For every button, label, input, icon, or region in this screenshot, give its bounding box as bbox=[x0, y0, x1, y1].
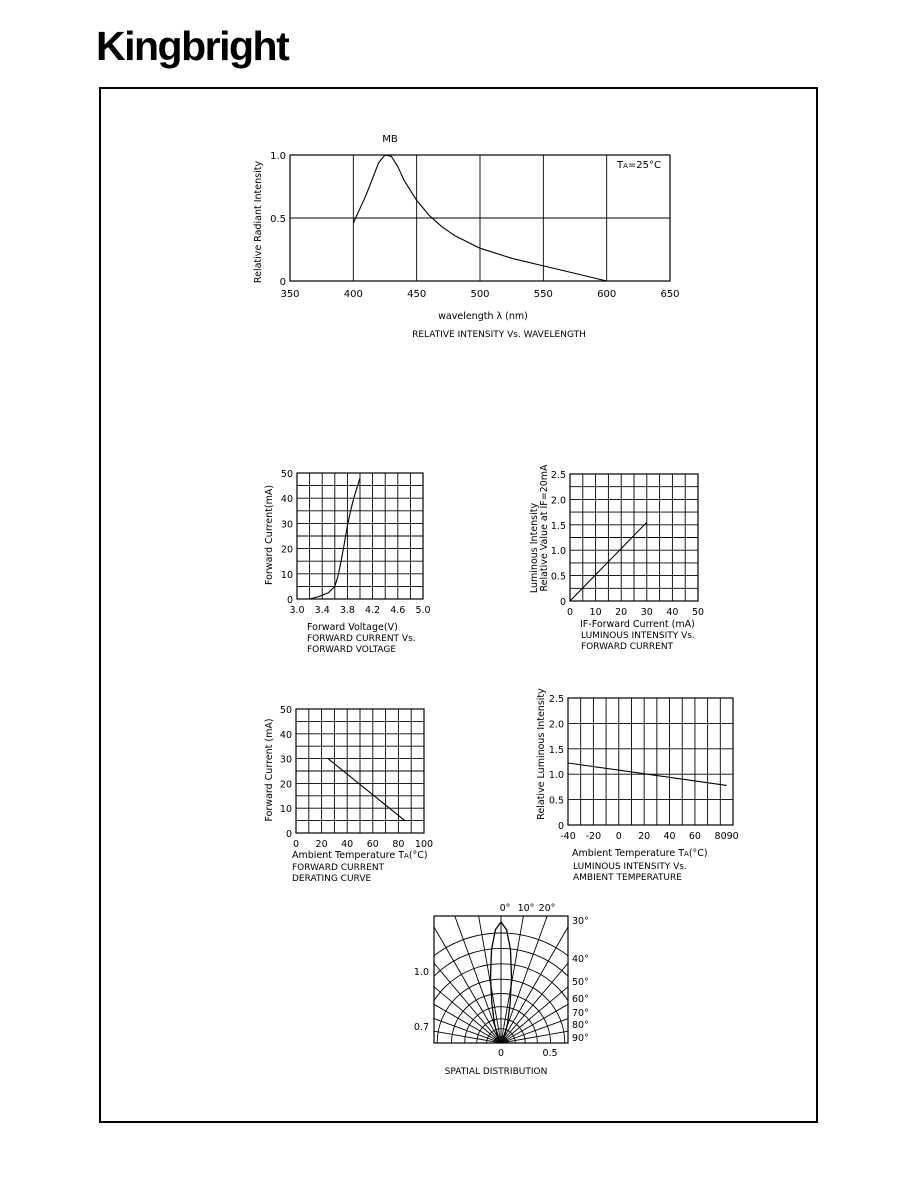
iv-xtick-label: 3.4 bbox=[314, 605, 330, 616]
derating-xtick-label: 80 bbox=[392, 839, 405, 850]
spatial-radial bbox=[310, 933, 501, 1043]
li-xtick-label: 10 bbox=[589, 607, 602, 618]
iv-ytick-label: 0 bbox=[286, 595, 293, 606]
iv-xtick-label: 3.0 bbox=[289, 605, 305, 616]
iv-title-line1: FORWARD CURRENT Vs. bbox=[307, 634, 416, 644]
spectrum-xtick-label: 500 bbox=[470, 289, 490, 300]
li-ytick-label: 2.5 bbox=[550, 470, 566, 481]
iv-xtick-label: 4.2 bbox=[365, 605, 381, 616]
li-ylabel-line1: Luminous Intensity bbox=[529, 502, 540, 594]
li-xtick-label: 30 bbox=[640, 607, 653, 618]
lt-xtick-label: 40 bbox=[663, 831, 676, 842]
li-xtick-label: 20 bbox=[615, 607, 628, 618]
spatial-angle-label: 50° bbox=[572, 977, 589, 988]
derating-xtick-label: 60 bbox=[366, 839, 379, 850]
lt-xtick-label: 20 bbox=[638, 831, 651, 842]
spatial-radius-label: 1.0 bbox=[413, 967, 429, 978]
derating-xtick-label: 20 bbox=[315, 839, 328, 850]
derating-ytick-label: 50 bbox=[279, 705, 292, 716]
iv-xtick-label: 3.8 bbox=[339, 605, 355, 616]
spatial-radial bbox=[360, 874, 501, 1043]
iv-ytick-label: 30 bbox=[280, 519, 293, 531]
spatial-angle-label: 10° bbox=[517, 903, 535, 914]
derating-title-line1: FORWARD CURRENT bbox=[292, 863, 385, 873]
derating-xtick-label: 100 bbox=[414, 839, 434, 850]
spectrum-ylabel: Relative Radiant Intensity bbox=[253, 160, 264, 284]
lt-ytick-label: 1.5 bbox=[548, 744, 564, 756]
spatial-radius-label: 0.7 bbox=[413, 1022, 429, 1033]
lt-xtick-label: -40 bbox=[560, 831, 576, 842]
li-xlabel: IF-Forward Current (mA) bbox=[580, 619, 695, 630]
spatial-angle-label: 0° bbox=[499, 903, 511, 914]
li-ytick-label: 0.5 bbox=[550, 571, 566, 583]
derating-ytick-label: 20 bbox=[279, 779, 292, 791]
spectrum-xtick-label: 350 bbox=[280, 289, 300, 300]
chart-spectrum bbox=[253, 134, 680, 340]
spatial-angle-label: 30° bbox=[572, 916, 589, 927]
spatial-angle-label: 60° bbox=[572, 994, 589, 1005]
spatial-angle-label: 70° bbox=[572, 1008, 589, 1019]
chart-derating-curve bbox=[264, 705, 433, 884]
derating-series-line bbox=[328, 759, 405, 821]
li-ytick-label: 2.0 bbox=[550, 495, 566, 507]
iv-ytick-label: 50 bbox=[280, 469, 293, 480]
derating-xtick-label: 0 bbox=[292, 839, 300, 850]
derating-ytick-label: 0 bbox=[285, 829, 292, 840]
spectrum-ytick-label: 0 bbox=[279, 277, 286, 288]
spatial-scale-label: 0 bbox=[497, 1048, 505, 1059]
spatial-angle-label: 80° bbox=[572, 1020, 589, 1031]
chart-luminous-intensity-current bbox=[529, 464, 704, 652]
lt-ytick-label: 2.0 bbox=[548, 719, 564, 731]
derating-xlabel: Ambient Temperature TA(°C) bbox=[292, 850, 428, 861]
li-ytick-label: 1.5 bbox=[550, 520, 566, 532]
spectrum-xtick-label: 400 bbox=[343, 289, 363, 300]
iv-ytick-label: 20 bbox=[280, 544, 293, 556]
derating-ylabel: Forward Current (mA) bbox=[264, 718, 275, 822]
li-xtick-label: 50 bbox=[691, 607, 705, 618]
spectrum-xtick-label: 450 bbox=[407, 289, 427, 300]
spectrum-ytick-label: 1.0 bbox=[270, 151, 286, 162]
iv-ytick-label: 10 bbox=[280, 569, 293, 581]
li-ylabel-line2: Relative Value at IF=20mA bbox=[539, 464, 550, 592]
li-ytick-label: 0 bbox=[559, 597, 566, 608]
iv-title-line2: FORWARD VOLTAGE bbox=[307, 645, 397, 655]
lt-ytick-label: 0.5 bbox=[548, 795, 564, 807]
brand-logo: Kingbright bbox=[96, 23, 289, 69]
spatial-angle-label: 40° bbox=[572, 954, 589, 965]
spectrum-title: RELATIVE INTENSITY Vs. WAVELENGTH bbox=[412, 330, 586, 340]
lt-xtick-label: 8090 bbox=[714, 831, 739, 842]
spectrum-xtick-label: 600 bbox=[597, 289, 617, 300]
iv-ytick-label: 40 bbox=[280, 494, 293, 506]
derating-ytick-label: 30 bbox=[279, 754, 292, 766]
spatial-radial bbox=[501, 933, 692, 1043]
spatial-title: SPATIAL DISTRIBUTION bbox=[444, 1067, 548, 1077]
spatial-scale-label: 0.5 bbox=[542, 1048, 558, 1059]
derating-title-line2: DERATING CURVE bbox=[292, 874, 372, 884]
lt-xlabel: Ambient Temperature TA(°C) bbox=[572, 848, 708, 859]
lt-ytick-label: 1.0 bbox=[548, 770, 564, 782]
lt-xtick-label: 0 bbox=[615, 831, 622, 842]
spectrum-xtick-label: 650 bbox=[660, 289, 680, 300]
lt-xtick-label: -20 bbox=[585, 831, 602, 842]
spatial-angle-label: 20° bbox=[538, 903, 556, 914]
lt-ylabel: Relative Luminous Intensity bbox=[536, 688, 547, 820]
spectrum-condition: TA=25°C bbox=[617, 160, 661, 171]
spectrum-series-label: MB bbox=[382, 134, 398, 145]
li-xtick-label: 40 bbox=[666, 607, 679, 618]
spectrum-xlabel: wavelength λ (nm) bbox=[438, 311, 528, 322]
li-title-line2: FORWARD CURRENT bbox=[581, 642, 674, 652]
iv-ylabel: Forward Current(mA) bbox=[264, 484, 275, 586]
spatial-angle-label: 90° bbox=[572, 1033, 589, 1044]
iv-xlabel: Forward Voltage(V) bbox=[307, 622, 398, 633]
iv-xtick-label: 4.6 bbox=[390, 605, 406, 616]
spectrum-xtick-label: 550 bbox=[533, 289, 553, 300]
lt-title-line1: LUMINOUS INTENSITY Vs. bbox=[573, 862, 687, 872]
lt-title-line2: AMBIENT TEMPERATURE bbox=[573, 873, 682, 883]
derating-ytick-label: 10 bbox=[279, 804, 292, 816]
iv-xtick-label: 5.0 bbox=[415, 605, 431, 616]
derating-xtick-label: 40 bbox=[341, 839, 354, 850]
lt-plot-frame bbox=[568, 698, 733, 825]
chart-luminous-intensity-temperature bbox=[536, 688, 739, 883]
li-ytick-label: 1.0 bbox=[550, 546, 566, 558]
spectrum-ytick-label: 0.5 bbox=[270, 214, 286, 225]
derating-ytick-label: 40 bbox=[279, 729, 292, 741]
chart-forward-current-voltage bbox=[264, 469, 431, 655]
li-title-line1: LUMINOUS INTENSITY Vs. bbox=[581, 631, 695, 641]
lt-ytick-label: 2.5 bbox=[548, 694, 564, 705]
lt-ytick-label: 0 bbox=[557, 821, 564, 832]
lt-xtick-label: 60 bbox=[688, 831, 701, 842]
li-xtick-label: 0 bbox=[566, 607, 574, 618]
